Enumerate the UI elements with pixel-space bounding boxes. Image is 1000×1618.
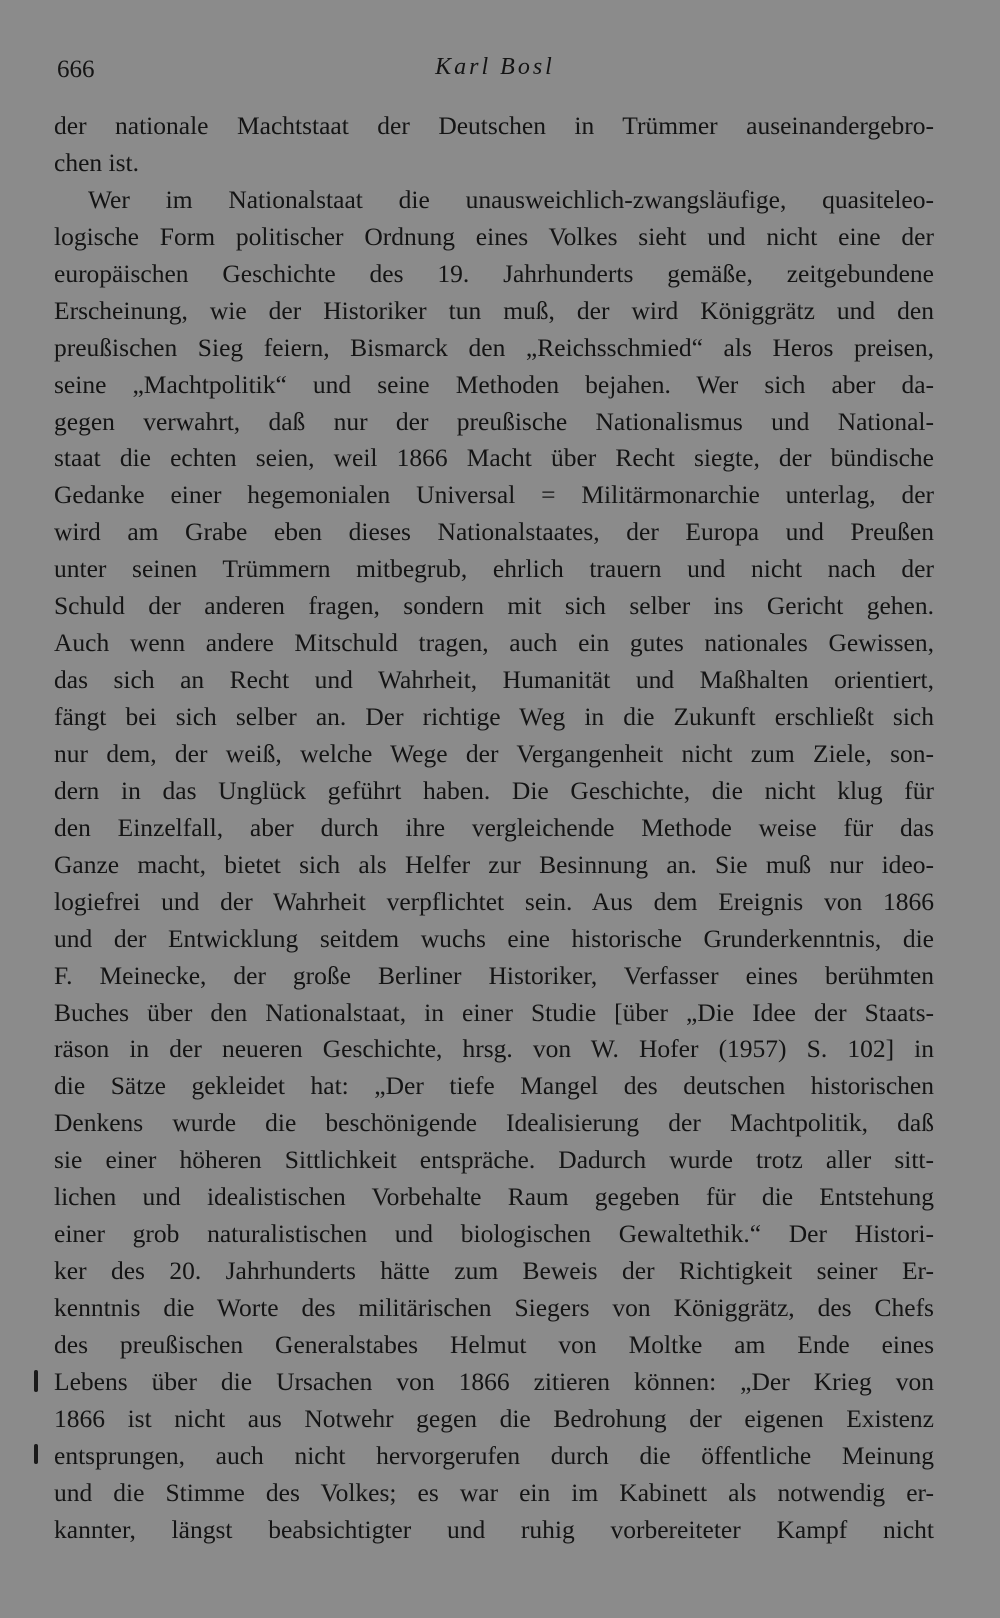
text-line: logische Form politischer Ordnung eines Volkes sieht und nicht eine der (54, 221, 934, 251)
text-line: den Einzelfall, aber durch ihre vergleichende Methode weise für das (54, 812, 934, 842)
margin-mark (34, 1444, 38, 1464)
text-line: logiefrei und der Wahrheit verpflichtet sein. Aus dem Ereignis von 1866 (54, 886, 934, 916)
text-line: Ganze macht, bietet sich als Helfer zur Besinnung an. Sie muß nur ideo- (54, 849, 934, 879)
text-line: des preußischen Generalstabes Helmut von Moltke am Ende eines (54, 1329, 934, 1359)
text-line: Buches über den Nationalstaat, in einer Studie [über „Die Idee der Staats- (54, 997, 934, 1027)
body-text (54, 108, 934, 1549)
text-line: gegen verwahrt, daß nur der preußische Nationalismus und National- (54, 406, 934, 436)
text-line: preußischen Sieg feiern, Bismarck den „Reichsschmied“ als Heros preisen, (54, 332, 934, 362)
text-line: chen ist. (54, 147, 139, 177)
text-line: kannter, längst beabsichtigter und ruhig vorbereiteter Kampf nicht (54, 1514, 934, 1544)
text-line: seine „Machtpolitik“ und seine Methoden bejahen. Wer sich aber da- (54, 369, 934, 399)
text-line: und der Entwicklung seitdem wuchs eine historische Grunderkenntnis, die (54, 923, 934, 953)
page-number: 666 (57, 56, 95, 83)
text-line: sie einer höheren Sittlichkeit entspräche. Dadurch wurde trotz aller sitt- (54, 1145, 934, 1175)
text-line: wird am Grabe eben dieses Nationalstaates, der Europa und Preußen (54, 517, 934, 547)
running-head-author: Karl Bosl (435, 54, 555, 80)
text-line: 1866 ist nicht aus Notwehr gegen die Bedrohung der eigenen Existenz (54, 1403, 934, 1433)
text-line: ker des 20. Jahrhunderts hätte zum Beweis der Richtigkeit seiner Er- (54, 1256, 934, 1286)
text-line: Gedanke einer hegemonialen Universal = Militärmonarchie unterlag, der (54, 480, 934, 510)
text-line: europäischen Geschichte des 19. Jahrhunderts gemäße, zeitgebundene (54, 258, 934, 288)
margin-mark (34, 1370, 38, 1392)
text-line: die Sätze gekleidet hat: „Der tiefe Mangel des deutschen historischen (54, 1071, 934, 1101)
text-line: kenntnis die Worte des militärischen Siegers von Königgrätz, des Chefs (54, 1293, 934, 1322)
text-line: der nationale Machtstaat der Deutschen in Trümmer auseinandergebro- (54, 111, 934, 140)
text-line: Denkens wurde die beschönigende Idealisierung der Machtpolitik, daß (54, 1108, 934, 1138)
text-line: das sich an Recht und Wahrheit, Humanität und Maßhalten orientiert, (54, 665, 934, 695)
text-line: staat die echten seien, weil 1866 Macht über Recht siegte, der bündische (54, 443, 934, 473)
text-line: Schuld der anderen fragen, sondern mit sich selber ins Gericht gehen. (54, 591, 934, 621)
page-header (55, 54, 935, 90)
text-line: nur dem, der weiß, welche Wege der Vergangenheit nicht zum Ziele, son- (54, 738, 934, 768)
text-line: Lebens über die Ursachen von 1866 zitieren können: „Der Krieg von (54, 1366, 934, 1396)
text-line: entsprungen, auch nicht hervorgerufen durch die öffentliche Meinung (54, 1440, 934, 1470)
text-line: und die Stimme des Volkes; es war ein im Kabinett als notwendig er- (54, 1477, 934, 1507)
text-line: Auch wenn andere Mitschuld tragen, auch ein gutes nationales Gewissen, (54, 628, 934, 658)
text-line: Wer im Nationalstaat die unausweichlich-zwangsläufige, quasiteleo- (88, 184, 934, 214)
text-line: einer grob naturalistischen und biologischen Gewaltethik.“ Der Histori- (54, 1219, 934, 1249)
text-line: fängt bei sich selber an. Der richtige Weg in die Zukunft erschließt sich (54, 702, 934, 731)
text-line: räson in der neueren Geschichte, hrsg. von W. Hofer (1957) S. 102] in (54, 1034, 934, 1064)
text-line: lichen und idealistischen Vorbehalte Raum gegeben für die Entstehung (54, 1182, 934, 1212)
text-line: unter seinen Trümmern mitbegrub, ehrlich trauern und nicht nach der (54, 554, 934, 584)
text-line: dern in das Unglück geführt haben. Die Geschichte, die nicht klug für (54, 775, 934, 805)
text-line: Erscheinung, wie der Historiker tun muß, der wird Königgrätz und den (54, 295, 934, 325)
text-line: F. Meinecke, der große Berliner Historiker, Verfasser eines berühmten (54, 960, 934, 990)
